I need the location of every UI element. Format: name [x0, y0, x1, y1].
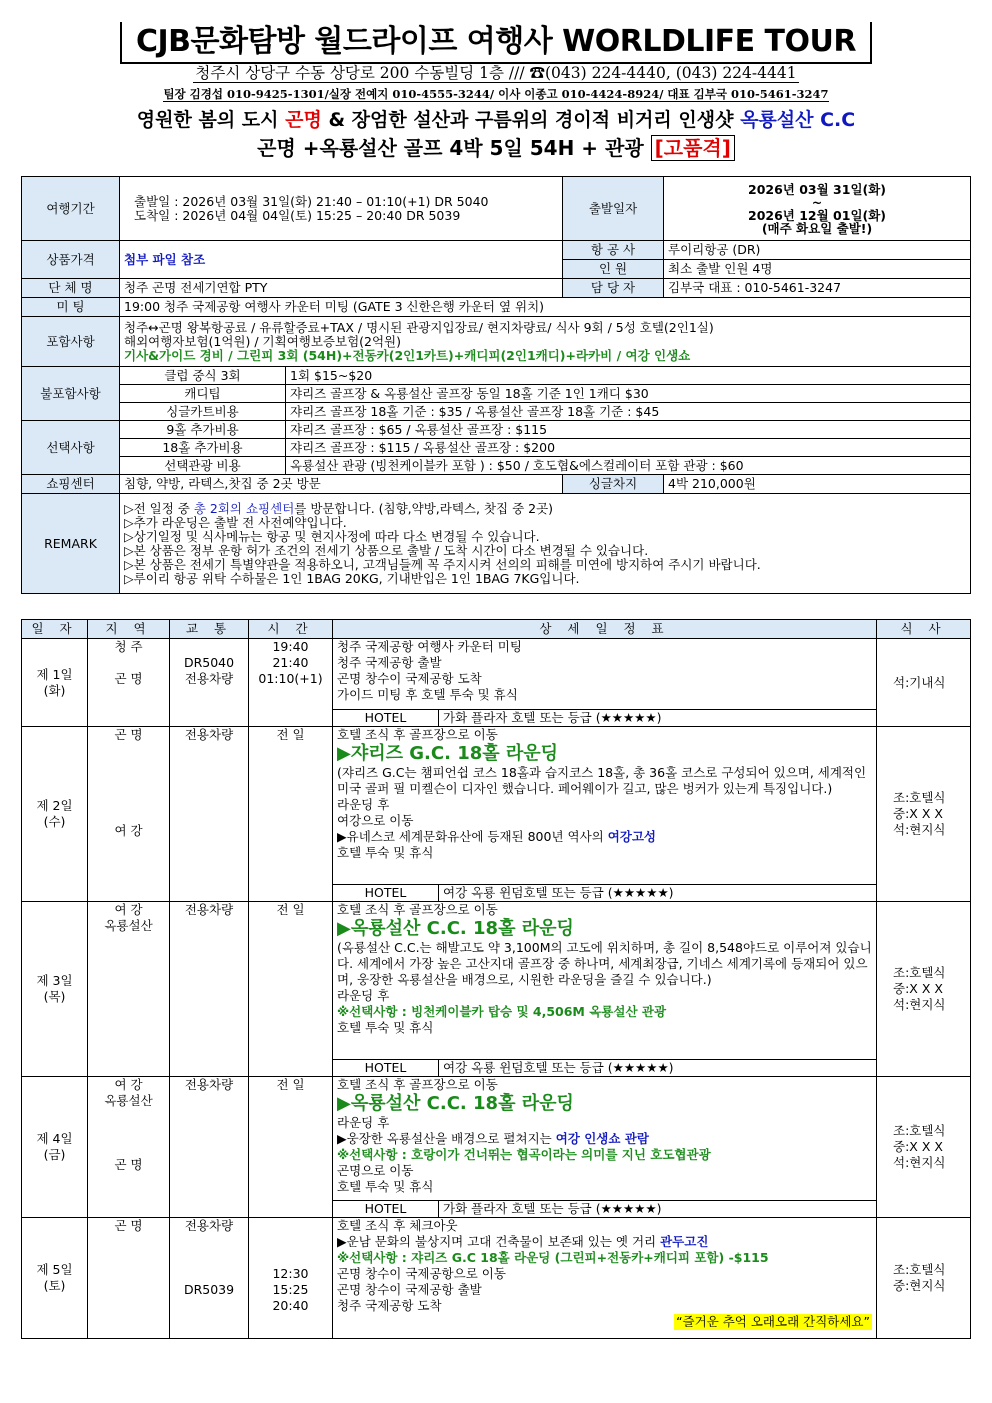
col-transport: 교 통	[170, 620, 249, 639]
day-3-time: 전 일	[249, 902, 333, 1077]
hotel-label: HOTEL	[333, 1060, 439, 1077]
day-4-detail: 호텔 조식 후 골프장으로 이동 ▶옥룡설산 C.C. 18홀 라운딩 라운딩 후 ▶웅장한 옥룡설산을 배경으로 펼쳐지는 여강 인생쇼 관람 ※선택사항 : 호랑이가 건너뛰는 협곡이라는 의미를 지닌 호도협관광 곤명으로 이동 호텔 투숙 및 휴식	[333, 1077, 877, 1201]
depdate-value: 2026년 03월 31일(화) ~ 2026년 12월 01일(화) (매주 화요일 출발!)	[664, 177, 971, 241]
shopping-value: 침향, 약방, 라텍스,찻집 중 2곳 방문	[120, 475, 563, 494]
tour-info-table	[21, 176, 971, 594]
day-3: 제 3일 (목)	[22, 902, 88, 1077]
manager-value: 김부국 대표 : 010-5461-3247	[664, 279, 971, 298]
airline-value: 루이리항공 (DR)	[664, 241, 971, 260]
opt-value: 쟈리즈 골프장 : $115 / 옥룡설산 골프장 : $200	[286, 439, 971, 457]
day-4-time: 전 일	[249, 1077, 333, 1218]
manager-label: 담 당 자	[563, 279, 664, 298]
price-value: 첨부 파일 참조	[120, 241, 563, 279]
group-value: 청주 곤명 전세기연합 PTY	[120, 279, 563, 298]
day-2-transport: 전용차량	[170, 727, 249, 902]
hotel-label: HOTEL	[333, 885, 439, 902]
day-5-detail: 호텔 조식 후 체크아웃 ▶운남 문화의 불상지며 고대 건축물이 보존돼 있는 옛 거리 관두고진 ※선택사항 : 쟈리즈 G.C 18홀 라운딩 (그린피+전동카+캐디피 포함) -$115 곤명 창수이 국제공항으로 이동 곤명 창수이 국제공항 출발 청주 국제공항 도착 “즐거운 추억 오래오래 간직하세요”	[333, 1218, 877, 1339]
col-date: 일 자	[22, 620, 88, 639]
group-label: 단 체 명	[22, 279, 120, 298]
period-label: 여행기간	[22, 177, 120, 241]
col-region: 지 역	[88, 620, 170, 639]
excl-key: 클럽 중식 3회	[120, 367, 286, 385]
remark-list: ▷전 일정 중 총 2회의 쇼핑센터를 방문합니다. (침향,약방,라텍스, 찻집 중 2곳) ▷추가 라운딩은 출발 전 사전예약입니다. ▷상기일정 및 식사메뉴는 항공 및 현지사정에 따라 다소 변경될 수 있습니다. ▷본 상품은 정부 운항 허가 조건의 전세기 상품으로 출발 / 도착 시간이 다소 변경될 수 있습니다. ▷본 상품은 전세기 특별약관을 적용하오니, 고객님들께 꼭 주지시켜 선의의 피해를 미연에 방지하여 주시기 바랍니다. ▷루이리 항공 위탁 수하물은 1인 1BAG 20KG, 기내반입은 1인 1BAG 7KG입니다.	[120, 494, 971, 594]
day-1-hotel: 가화 플라자 호텔 또는 등급 (★★★★★)	[439, 710, 877, 727]
people-value: 최소 출발 인원 4명	[664, 260, 971, 279]
day-2-meal: 조:호텔식 중:X X X 석:현지식	[877, 727, 971, 902]
col-detail: 상 세 일 정 표	[333, 620, 877, 639]
day-5-region: 곤 명	[88, 1218, 170, 1339]
day-4-transport: 전용차량	[170, 1077, 249, 1218]
day-5-transport: 전용차량 DR5039	[170, 1218, 249, 1339]
included-label: 포함사항	[22, 317, 120, 367]
day-1-meal: 석:기내식	[877, 639, 971, 727]
opt-key: 선택관광 비용	[120, 457, 286, 475]
opt-value: 쟈리즈 골프장 : $65 / 옥룡설산 골프장 : $115	[286, 421, 971, 439]
opt-key: 18홀 추가비용	[120, 439, 286, 457]
excluded-label: 불포함사항	[22, 367, 120, 421]
airline-label: 항 공 사	[563, 241, 664, 260]
day-5: 제 5일 (토)	[22, 1218, 88, 1339]
included-value: 청주↔곤명 왕복항공료 / 유류할증료+TAX / 명시된 관광지입장료/ 현지차량료/ 식사 9회 / 5성 호텔(2인1실) 해외여행자보험(1억원) / 기획여행보증보험(2억원) 기사&가이드 경비 / 그린피 3회 (54H)+전동카(2인1카트)+캐디피(2인1캐디)+라카비 / 여강 인생쇼	[120, 317, 971, 367]
day-4-hotel: 가화 플라자 호텔 또는 등급 (★★★★★)	[439, 1201, 877, 1218]
day-5-meal: 조:호텔식 중:현지식	[877, 1218, 971, 1339]
day-3-detail: 호텔 조식 후 골프장으로 이동 ▶옥룡설산 C.C. 18홀 라운딩 (옥룡설산 C.C.는 해발고도 약 3,100M의 고도에 위치하며, 총 길이 8,548야드로 이루어져 있습니다. 세계에서 가장 높은 고산지대 골프장 중 하나며, 세계최장급, 기네스 세계기록에 등재되어 있으며, 웅장한 옥룡설산을 배경으로, 시원한 라운딩을 즐길 수 있습니다.) 라운딩 후 ※선택사항 : 빙천케이블카 탑승 및 4,506M 옥룡설산 관광 호텔 투숙 및 휴식	[333, 902, 877, 1060]
people-label: 인 원	[563, 260, 664, 279]
excl-key: 캐디팁	[120, 385, 286, 403]
excl-value: 쟈리즈 골프장 18홀 기준 : $35 / 옥룡설산 골프장 18홀 기준 : $45	[286, 403, 971, 421]
hotel-label: HOTEL	[333, 710, 439, 727]
day-1-region: 청 주 곤 명	[88, 639, 170, 727]
meeting-value: 19:00 청주 국제공항 여행사 카운터 미팅 (GATE 3 신한은행 카운터 옆 위치)	[120, 298, 971, 317]
col-time: 시 간	[249, 620, 333, 639]
single-charge-value: 4박 210,000원	[664, 475, 971, 494]
day-3-region: 여 강 옥룡설산	[88, 902, 170, 1077]
day-3-hotel: 여강 옥룡 윈덤호텔 또는 등급 (★★★★★)	[439, 1060, 877, 1077]
product-title: 곤명 +옥룡설산 골프 4박 5일 54H + 관광 [고품격]	[0, 134, 992, 162]
day-1: 제 1일 (화)	[22, 639, 88, 727]
options-label: 선택사항	[22, 421, 120, 475]
single-charge-label: 싱글차지	[563, 475, 664, 494]
day-2-detail: 호텔 조식 후 골프장으로 이동 ▶쟈리즈 G.C. 18홀 라운딩 (쟈리즈 G.C는 챔피언쉽 코스 18홀과 습지코스 18홀, 총 36홀 코스로 구성되어 있으며, 세계적인 미국 골퍼 필 미켈슨이 디자인 했습니다. 페어웨이가 길고, 많은 벙커가 있는게 특징입니다.) 라운딩 후 여강으로 이동 ▶유네스코 세계문화유산에 등재된 800년 역사의 여강고성 호텔 투숙 및 휴식	[333, 727, 877, 885]
day-1-transport: DR5040 전용차량	[170, 639, 249, 727]
staff-contacts: 팀장 김경섭 010-9425-1301/실장 전예지 010-4555-3244/ 이사 이종고 010-4424-8924/ 대표 김부국 010-5461-3247	[163, 87, 829, 101]
col-meal: 식 사	[877, 620, 971, 639]
day-3-transport: 전용차량	[170, 902, 249, 1077]
period-value: 출발일 : 2026년 03월 31일(화) 21:40 – 01:10(+1) DR 5040 도착일 : 2026년 04월 04일(토) 15:25 – 20:40 DR 5039	[120, 177, 563, 241]
day-5-time: 12:30 15:25 20:40	[249, 1218, 333, 1339]
depdate-label: 출발일자	[563, 177, 664, 241]
price-label: 상품가격	[22, 241, 120, 279]
excl-value: 쟈리즈 골프장 & 옥룡설산 골프장 동일 18홀 기준 1인 1캐디 $30	[286, 385, 971, 403]
day-2-hotel: 여강 옥룡 윈덤호텔 또는 등급 (★★★★★)	[439, 885, 877, 902]
company-address: 청주시 상당구 수동 상당로 200 수동빌딩 1층 /// ☎(043) 224-4440, (043) 224-4441	[195, 64, 797, 82]
opt-key: 9홀 추가비용	[120, 421, 286, 439]
day-1-detail: 청주 국제공항 여행사 카운터 미팅 청주 국제공항 출발 곤명 창수이 국제공항 도착 가이드 미팅 후 호텔 투숙 및 휴식	[333, 639, 877, 710]
day-4-region: 여 강 옥룡설산 곤 명	[88, 1077, 170, 1218]
day-1-time: 19:40 21:40 01:10(+1)	[249, 639, 333, 727]
day-2-time: 전 일	[249, 727, 333, 902]
day-4: 제 4일 (금)	[22, 1077, 88, 1218]
remark-label: REMARK	[22, 494, 120, 594]
tagline: 영원한 봄의 도시 곤명 & 장엄한 설산과 구름위의 경이적 비거리 인생샷 옥룡설산 C.C	[136, 109, 856, 131]
day-2-region: 곤 명 여 강	[88, 727, 170, 902]
opt-value: 옥룡설산 관광 (빙천케이블카 포함 ) : $50 / 호도협&에스컬레이터 포함 관광 : $60	[286, 457, 971, 475]
hotel-label: HOTEL	[333, 1201, 439, 1218]
meeting-label: 미 팅	[22, 298, 120, 317]
day-2: 제 2일 (수)	[22, 727, 88, 902]
company-title: CJB문화탐방 월드라이프 여행사 WORLDLIFE TOUR	[0, 22, 992, 62]
day-3-meal: 조:호텔식 중:X X X 석:현지식	[877, 902, 971, 1077]
farewell-quote: “즐거운 추억 오래오래 간직하세요”	[676, 1314, 870, 1329]
schedule-table	[21, 619, 971, 1339]
shopping-label: 쇼핑센터	[22, 475, 120, 494]
excl-value: 1회 $15~$20	[286, 367, 971, 385]
excl-key: 싱글카트비용	[120, 403, 286, 421]
day-4-meal: 조:호텔식 중:X X X 석:현지식	[877, 1077, 971, 1218]
